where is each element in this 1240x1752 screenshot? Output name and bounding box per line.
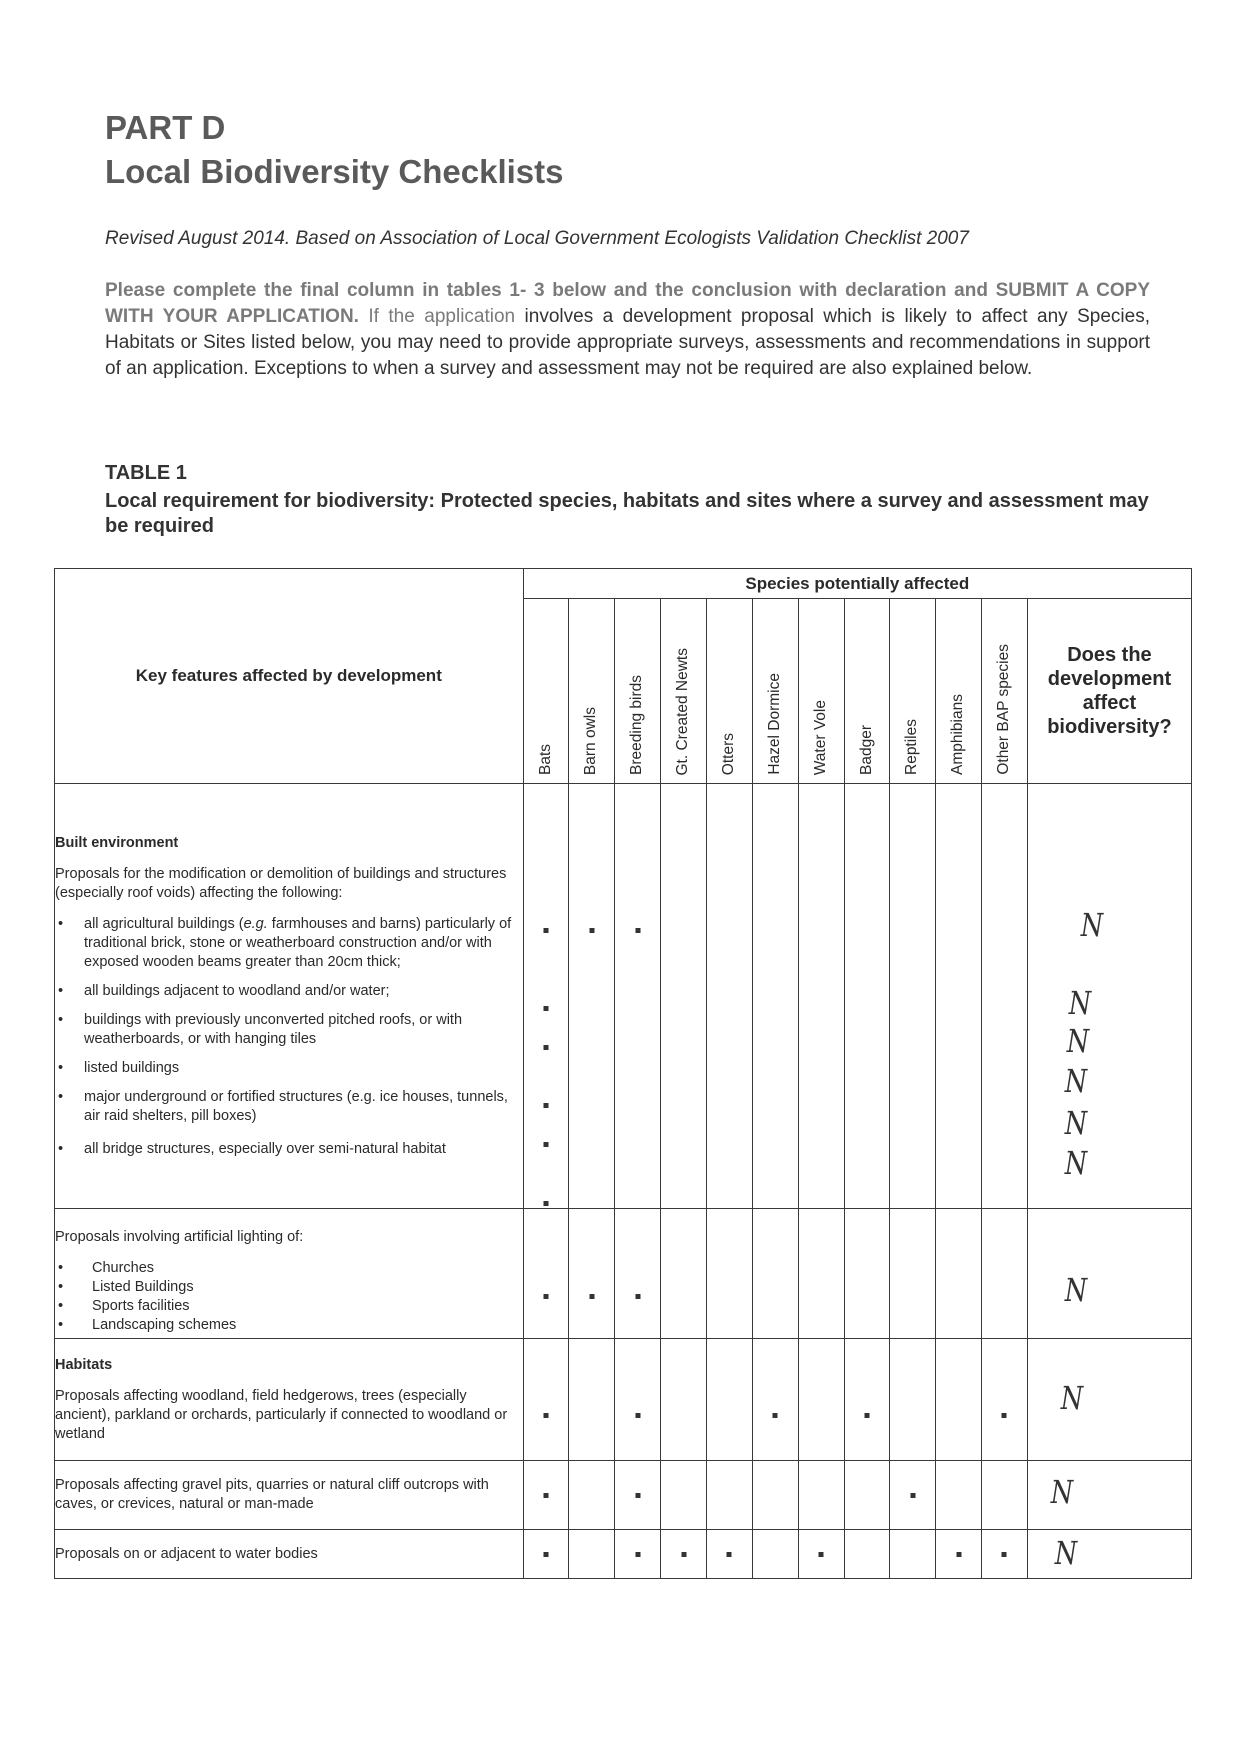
bullet-item [55, 1316, 523, 1335]
species-cell [798, 1339, 844, 1461]
species-cell [844, 1530, 890, 1579]
species-label: Other BAP species [995, 644, 1013, 775]
feature-cell [55, 1209, 524, 1339]
bullet-dot-icon: • [58, 1260, 64, 1276]
species-cell [982, 1530, 1028, 1579]
bullet-item [55, 1088, 523, 1126]
handwritten-answer: N [1064, 1271, 1088, 1309]
bullet-item [55, 1140, 523, 1159]
species-cell [982, 1339, 1028, 1461]
section-heading: Built environment [55, 834, 179, 851]
row-text: Proposals affecting gravel pits, quarries or natural cliff outcrops with caves, or crevices, natural or man-made [55, 1477, 489, 1512]
bullet-text-pre: all bridge structures, especially over semi-natural habitat [84, 1140, 446, 1157]
answer-cell[interactable] [1027, 1339, 1191, 1461]
intro-body: involves a development proposal which is likely to affect any Species, Habitats or Sites listed below, you may need to provide appropriate surveys, assessments and recommendations in support of an application. Exceptions to when a survey and assessment may not be required are also explained below. [105, 306, 1150, 379]
species-cell [569, 1209, 615, 1339]
bullet-dot-icon: • [58, 1140, 64, 1157]
species-cell [844, 784, 890, 1209]
species-cell [752, 784, 798, 1209]
bullet-text-pre: listed buildings [84, 1059, 180, 1076]
answer-cell[interactable] [1027, 784, 1191, 1209]
intro-instruction: Please complete the final column in tables 1- 3 below and the conclusion with declaration and SUBMIT A COPY WITH YOUR APPLICATION. [105, 280, 1150, 327]
bullet-mark-icon [544, 928, 549, 933]
species-label: Water Vole [811, 699, 829, 775]
species-cell [752, 1209, 798, 1339]
bullet-dot-icon: • [58, 1298, 64, 1314]
species-cell [798, 1461, 844, 1530]
species-cell [707, 784, 753, 1209]
intro-grey: If the application [358, 306, 516, 327]
bullet-mark-icon [544, 1552, 549, 1557]
table-label: TABLE 1 [105, 462, 187, 484]
species-cell [936, 1461, 982, 1530]
species-cell [661, 1530, 707, 1579]
bullet-item [55, 1059, 523, 1078]
species-label: Reptiles [903, 719, 921, 775]
species-cell [569, 784, 615, 1209]
handwritten-answer: N [1068, 984, 1092, 1022]
species-column-header [982, 599, 1028, 784]
answer-cell[interactable] [1027, 1461, 1191, 1530]
table-row-water-bodies [55, 1530, 1192, 1579]
species-cell [752, 1339, 798, 1461]
species-cell [844, 1461, 890, 1530]
bullet-text-pre: buildings with previously unconverted pitched roofs, or with weatherboards, or with hanging tiles [84, 1011, 463, 1047]
species-cell [615, 784, 661, 1209]
bullet-text-post: farmhouses and barns) particularly of traditional brick, stone or weatherboard construction and/or with exposed wooden beams greater than 20cm thick; [84, 915, 512, 970]
biodiversity-checklist-table [54, 568, 1192, 1579]
species-label: Gt. Created Newts [674, 647, 692, 775]
feature-cell [55, 1461, 524, 1530]
bullet-text [84, 982, 523, 1001]
bullet-mark-icon [544, 1103, 549, 1108]
handwritten-answer: N [1050, 1473, 1074, 1511]
bullet-mark-icon [910, 1493, 915, 1498]
species-cell [615, 1530, 661, 1579]
bullet-mark-icon [544, 1294, 549, 1299]
species-column-header [798, 599, 844, 784]
species-cell [936, 1209, 982, 1339]
species-column-header [707, 599, 753, 784]
species-cell [523, 1339, 569, 1461]
handwritten-answer: N [1064, 1144, 1088, 1182]
bullet-dot-icon: • [58, 1011, 64, 1028]
table-row-habitats-woodland [55, 1339, 1192, 1461]
species-cell [752, 1530, 798, 1579]
species-cell [661, 1461, 707, 1530]
species-cell [615, 1209, 661, 1339]
species-cell [523, 1209, 569, 1339]
species-cell [661, 784, 707, 1209]
species-header: Species potentially affected [523, 569, 1191, 599]
bullet-text: Landscaping schemes [92, 1317, 237, 1333]
table-row-built-environment [55, 784, 1192, 1209]
bullet-text: Churches [92, 1260, 155, 1276]
species-cell [661, 1339, 707, 1461]
bullet-text-pre: all agricultural buildings ( [84, 915, 244, 932]
species-cell [798, 1209, 844, 1339]
species-cell [936, 1530, 982, 1579]
bullet-mark-icon [681, 1552, 686, 1557]
section-heading: Habitats [55, 1356, 113, 1373]
species-cell [707, 1461, 753, 1530]
bullet-dot-icon: • [58, 982, 64, 999]
bullet-dot-icon: • [58, 1059, 64, 1076]
bullet-text-pre: major underground or fortified structures (e.g. ice houses, tunnels, air raid shelters, pill boxes) [84, 1088, 508, 1124]
species-label: Breeding birds [628, 675, 646, 775]
bullet-text [84, 1059, 523, 1078]
species-column-header [890, 599, 936, 784]
table-caption: Local requirement for biodiversity: Protected species, habitats and sites where a survey and assessment may be required [105, 490, 1149, 537]
species-cell [844, 1209, 890, 1339]
feature-cell [55, 784, 524, 1209]
bullet-text [84, 1140, 523, 1159]
table-row-gravel-pits [55, 1461, 1192, 1530]
species-cell [707, 1530, 753, 1579]
species-cell [982, 1461, 1028, 1530]
species-cell [936, 1339, 982, 1461]
bullet-item [55, 982, 523, 1001]
bullet-mark-icon [544, 1006, 549, 1011]
bullet-mark-icon [1002, 1413, 1007, 1418]
species-cell [661, 1209, 707, 1339]
bullet-mark-icon [727, 1552, 732, 1557]
answer-cell[interactable] [1027, 1530, 1191, 1579]
bullet-item [55, 1297, 523, 1316]
species-cell [890, 1530, 936, 1579]
bullet-mark-icon [819, 1552, 824, 1557]
row-text: Proposals on or adjacent to water bodies [55, 1545, 318, 1562]
species-label: Amphibians [949, 694, 967, 775]
species-cell [523, 1461, 569, 1530]
species-column-header [936, 599, 982, 784]
bullet-mark-icon [956, 1552, 961, 1557]
intro-paragraph [105, 278, 1150, 382]
species-cell [569, 1461, 615, 1530]
species-cell [890, 784, 936, 1209]
species-label: Otters [720, 732, 737, 775]
key-features-header: Key features affected by development [55, 569, 524, 784]
bullet-mark-icon [864, 1413, 869, 1418]
handwritten-answer: N [1064, 1104, 1088, 1142]
bullet-mark-icon [635, 1413, 640, 1418]
bullet-mark-icon [544, 1142, 549, 1147]
bullet-text-pre: all buildings adjacent to woodland and/or water; [84, 982, 390, 999]
species-cell [707, 1339, 753, 1461]
species-cell [523, 1530, 569, 1579]
bullet-mark-icon [544, 1045, 549, 1050]
bullet-mark-icon [635, 1493, 640, 1498]
answer-cell[interactable] [1027, 1209, 1191, 1339]
species-column-header [523, 599, 569, 784]
bullet-item [55, 1011, 523, 1049]
bullet-mark-icon [544, 1413, 549, 1418]
bullet-text [84, 1088, 523, 1126]
bullet-dot-icon: • [58, 915, 64, 932]
species-cell [982, 1209, 1028, 1339]
bullet-mark-icon [773, 1413, 778, 1418]
bullet-dot-icon: • [58, 1279, 64, 1295]
species-cell [982, 784, 1028, 1209]
feature-cell [55, 1339, 524, 1461]
species-cell [890, 1209, 936, 1339]
revised-note: Revised August 2014. Based on Association of Local Government Ecologists Validation Checklist 2007 [105, 228, 969, 249]
bullet-item [55, 1259, 523, 1278]
species-cell [890, 1461, 936, 1530]
feature-cell [55, 1530, 524, 1579]
bullet-mark-icon [635, 1294, 640, 1299]
species-column-header [844, 599, 890, 784]
handwritten-answer: N [1054, 1534, 1078, 1572]
table-row-artificial-lighting [55, 1209, 1192, 1339]
handwritten-answer: N [1064, 1062, 1088, 1100]
handwritten-answer: N [1080, 906, 1104, 944]
species-cell [523, 784, 569, 1209]
bullet-mark-icon [544, 1201, 549, 1206]
bullet-dot-icon: • [58, 1317, 64, 1333]
bullet-mark-icon [635, 1552, 640, 1557]
handwritten-answer: N [1066, 1022, 1090, 1060]
bullet-mark-icon [589, 1294, 594, 1299]
species-cell [798, 1530, 844, 1579]
species-cell [936, 784, 982, 1209]
species-cell [752, 1461, 798, 1530]
species-cell [707, 1209, 753, 1339]
page-title: Local Biodiversity Checklists [105, 153, 564, 190]
bullet-text: Listed Buildings [92, 1279, 194, 1295]
species-cell [569, 1530, 615, 1579]
species-column-header [661, 599, 707, 784]
species-column-header [569, 599, 615, 784]
species-cell [615, 1461, 661, 1530]
answer-column-header: Does the development affect biodiversity? [1027, 599, 1191, 784]
bullet-text [84, 1011, 523, 1049]
species-label: Hazel Dormice [765, 673, 783, 775]
species-column-header [615, 599, 661, 784]
species-label: Barn owls [582, 706, 600, 775]
row-text: Proposals affecting woodland, field hedgerows, trees (especially ancient), parkland or orchards, particularly if connected to woodland or wetland [55, 1387, 508, 1442]
section-lead: Proposals for the modification or demolition of buildings and structures (especially roof voids) affecting the following: [55, 865, 507, 901]
bullet-text: Sports facilities [92, 1298, 190, 1314]
species-label: Badger [857, 725, 875, 775]
bullet-text-em: e.g. [243, 915, 268, 932]
bullet-mark-icon [1002, 1552, 1007, 1557]
species-cell [844, 1339, 890, 1461]
species-column-header [752, 599, 798, 784]
bullet-item [55, 1278, 523, 1297]
bullet-item [55, 915, 523, 972]
species-cell [569, 1339, 615, 1461]
part-title: PART D [105, 109, 226, 146]
bullet-text [84, 915, 523, 972]
bullet-mark-icon [589, 928, 594, 933]
species-label: Bats [536, 743, 554, 775]
bullet-mark-icon [544, 1493, 549, 1498]
bullet-mark-icon [635, 928, 640, 933]
section-lead: Proposals involving artificial lighting of: [55, 1229, 304, 1245]
species-cell [798, 784, 844, 1209]
bullet-dot-icon: • [58, 1088, 64, 1105]
species-cell [615, 1339, 661, 1461]
species-cell [890, 1339, 936, 1461]
handwritten-answer: N [1060, 1379, 1084, 1417]
